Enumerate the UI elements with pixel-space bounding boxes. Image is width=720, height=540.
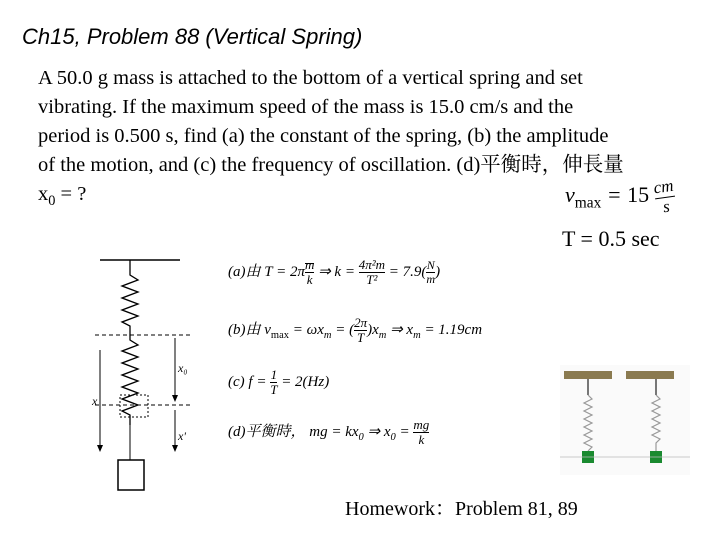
solution-b-result: = 1.19cm <box>424 322 483 339</box>
problem-tail: = ? <box>55 183 87 205</box>
left-spring <box>122 260 138 335</box>
a-units-den: m <box>426 272 436 287</box>
solution-c-prefix: (c) <box>228 374 245 391</box>
given-period: T = 0.5 sec <box>562 226 660 251</box>
problem-text: A 50.0 g mass is attached to the bottom of a vertical spring and set vibrating. If the maximum speed of the mass is 15.0 cm/s and the period is 0.500 s, find (a) the constant of the spring, (b) the amplitude of the motion, and (c) the frequency of oscillation. (d)平衡時，伸長量 x <box>38 67 624 205</box>
a-units-num: N <box>426 258 435 273</box>
solution-c: (c) f = $\frac{1}{T}$ = 2(Hz) <box>228 367 330 398</box>
vmax-units-den: s <box>661 196 671 216</box>
label-x: x <box>92 394 98 408</box>
given-vmax: $v_{max} = 15$ $\frac{cm}{s}$ <box>565 178 674 216</box>
solution-b-prefix: (b)由 <box>228 322 261 339</box>
solution-c-result: = 2(Hz) <box>281 374 330 391</box>
solution-a: (a)由 T = 2π $\frac{m}{k}$ ⇒ k = $\frac{\text{4π²m}}{\text{T²}}$ = 7.9( $\frac{N}{m}$ ) <box>228 257 441 288</box>
right-spring <box>122 335 138 425</box>
slide-title: Ch15, Problem 88 (Vertical Spring) <box>22 24 363 49</box>
homework-note: Homework：Problem 81, 89 <box>345 498 578 520</box>
spring-apparatus-image <box>560 365 690 475</box>
vmax-value: 15 <box>627 182 650 208</box>
solution-d-mid: mg = kx <box>309 424 359 441</box>
solution-b: (b)由 $v_{max} = \omega x_m$ = ( $\frac{2\pi}{T}$ )$x_m$ ⇒ $x_m = 1.19cm$ <box>228 315 483 346</box>
vmax-units-num: cm <box>651 175 675 198</box>
problem-statement: A 50.0 g mass is attached to the bottom of a vertical spring and set vibrating. If the maximum speed of the mass is 15.0 cm/s and the period is 0.500 s, find (a) the constant of the spring, (b) the amplitude of the motion, and (c) the frequency of oscillation. (d)平衡時，伸長量 $x_0$ = ? <box>38 67 624 210</box>
hanging-mass <box>118 460 144 490</box>
label-xprime: x' <box>178 429 186 443</box>
solution-d-arrow: ⇒ x <box>367 424 391 441</box>
solution-d: (d)平衡時， mg = $kx_0$ ⇒ $x_0$ = $\frac{mg}{k}$ <box>228 417 430 448</box>
solution-d-prefix: (d)平衡時， <box>228 424 306 441</box>
solution-a-prefix: (a)由 <box>228 264 261 281</box>
solution-a-result: = 7.9( <box>388 264 427 281</box>
label-x0: x₀ <box>178 361 188 375</box>
